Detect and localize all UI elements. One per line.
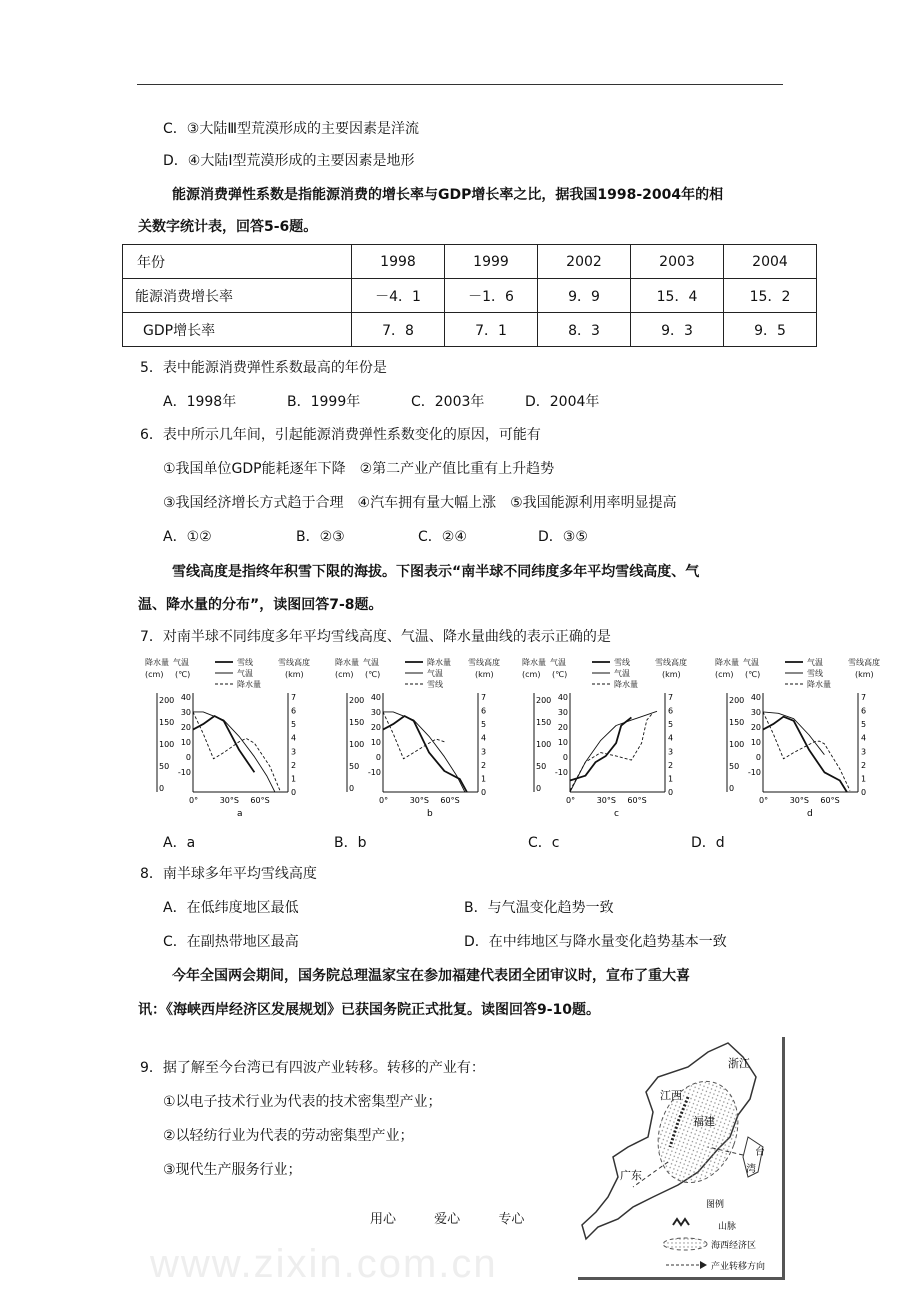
q7-option-c: C．c	[528, 835, 560, 851]
axis-unit-temp: (℃)	[552, 670, 568, 679]
table-header-cell: 2002	[538, 245, 631, 279]
legend-label: 雪线	[427, 680, 443, 689]
km-tick: 4	[861, 733, 867, 743]
km-tick: 7	[861, 693, 867, 702]
temp-tick: 30	[557, 708, 568, 717]
table-header-cell: 1999	[445, 245, 538, 279]
km-tick: 6	[291, 706, 297, 716]
header-rule	[137, 84, 783, 85]
q7-option-d: D．d	[691, 835, 725, 851]
intro-snowline-cont: 温、降水量的分布”，读图回答7-8题。	[138, 597, 383, 613]
intro-snowline: 雪线高度是指终年积雪下限的海拔。下图表示“南半球不同纬度多年平均雪线高度、气	[172, 564, 700, 580]
axis-unit-precip: (cm)	[335, 670, 354, 679]
km-tick: 2	[668, 760, 674, 770]
table-row	[123, 279, 817, 313]
series-line-thick	[383, 716, 467, 792]
temp-tick: 0	[755, 753, 761, 762]
km-tick: 4	[291, 733, 297, 743]
q6-option-c: C．②④	[418, 529, 467, 545]
legend-title: 图例	[706, 1200, 725, 1210]
axis-title-snowline: 雪线高度	[278, 658, 310, 667]
q6-stem: 6．表中所示几年间，引起能源消费弹性系数变化的原因，可能有	[140, 427, 541, 443]
x-tick: 0°	[566, 796, 576, 805]
q6-option-b: B．②③	[296, 529, 345, 545]
series-line-dashed	[570, 714, 652, 791]
precip-tick: 0	[536, 784, 542, 793]
footer-text: 用心	[370, 1212, 397, 1227]
temp-tick: 10	[180, 738, 191, 747]
table-cell: 9．9	[538, 279, 631, 313]
axis-title-snowline: 雪线高度	[468, 658, 500, 667]
footer-text: 爱心	[434, 1212, 461, 1227]
km-tick: 3	[481, 747, 487, 757]
axis-unit-snowline: (km)	[662, 670, 681, 679]
axis-unit-precip: (cm)	[715, 670, 734, 679]
table-cell: 15．2	[724, 279, 817, 313]
legend-label: 降水量	[237, 680, 261, 689]
temp-tick: 40	[180, 693, 191, 702]
q5-option-d: D．2004年	[525, 394, 600, 410]
km-tick: 0	[481, 788, 487, 797]
chart-d	[715, 655, 905, 823]
precip-tick: 200	[729, 696, 745, 705]
axis-unit-temp: (℃)	[175, 670, 191, 679]
km-tick: 3	[291, 747, 297, 757]
precip-tick: 100	[729, 740, 745, 749]
precip-tick: 200	[159, 696, 175, 705]
chart-label: d	[807, 809, 813, 819]
legend-label: 降水量	[614, 680, 638, 689]
province-label: 福建	[693, 1115, 715, 1128]
km-tick: 0	[668, 788, 674, 797]
chart-label: b	[427, 809, 433, 819]
q7-option-a: A．a	[163, 835, 196, 851]
km-tick: 1	[481, 774, 487, 784]
chart-svg	[522, 655, 712, 823]
precip-tick: 200	[349, 696, 365, 705]
q5-option-a: A．1998年	[163, 394, 237, 410]
temp-tick: 10	[750, 738, 761, 747]
q9-stem: 9．据了解至今台湾已有四波产业转移。转移的产业有：	[140, 1060, 485, 1076]
option-d: D．④大陆Ⅰ型荒漠形成的主要因素是地形	[163, 153, 415, 169]
axis-unit-snowline: (km)	[855, 670, 874, 679]
precip-tick: 50	[159, 762, 170, 771]
precip-tick: 150	[729, 718, 745, 727]
temp-tick: -10	[177, 768, 191, 777]
series-line-thin	[383, 712, 465, 792]
province-label: 广东	[620, 1169, 642, 1182]
km-tick: 5	[861, 720, 867, 730]
precip-tick: 150	[536, 718, 552, 727]
series-line-dashed	[193, 712, 280, 791]
map-drawing	[578, 1037, 782, 1277]
temp-tick: -10	[367, 768, 381, 777]
q8-stem: 8．南半球多年平均雪线高度	[140, 866, 317, 882]
precip-tick: 150	[349, 718, 365, 727]
km-tick: 7	[291, 693, 297, 702]
x-tick: 60°S	[820, 796, 840, 805]
temp-tick: 20	[370, 723, 381, 732]
km-tick: 0	[291, 788, 297, 797]
series-line-thin	[763, 712, 824, 755]
axis-unit-temp: (℃)	[745, 670, 761, 679]
temp-tick: 30	[180, 708, 191, 717]
x-tick: 30°S	[409, 796, 429, 805]
axis-title-precip: 降水量	[522, 658, 546, 667]
km-tick: 7	[481, 693, 487, 702]
km-tick: 2	[861, 760, 867, 770]
km-tick: 5	[668, 720, 674, 730]
chart-svg	[715, 655, 905, 823]
chart-b	[335, 655, 525, 823]
haixi-map	[578, 1037, 785, 1280]
temp-tick: -10	[747, 768, 761, 777]
x-tick: 60°S	[627, 796, 647, 805]
table-cell: 8．3	[538, 313, 631, 347]
km-tick: 2	[291, 760, 297, 770]
q8-option-d: D．在中纬地区与降水量变化趋势基本一致	[464, 934, 727, 950]
table-cell: 7．1	[445, 313, 538, 347]
temp-tick: 40	[370, 693, 381, 702]
km-tick: 1	[668, 774, 674, 784]
temp-tick: 0	[185, 753, 191, 762]
precip-tick: 0	[729, 784, 735, 793]
precip-tick: 100	[349, 740, 365, 749]
temp-tick: 20	[180, 723, 191, 732]
table-header-cell: 2003	[631, 245, 724, 279]
table-cell: －4．1	[352, 279, 445, 313]
temp-tick: 40	[750, 693, 761, 702]
km-tick: 6	[861, 706, 867, 716]
temp-tick: 0	[375, 753, 381, 762]
table-cell: －1．6	[445, 279, 538, 313]
q5-option-b: B．1999年	[287, 394, 361, 410]
axis-title-temp: 气温	[550, 658, 566, 667]
x-tick: 30°S	[219, 796, 239, 805]
q9-item-3: ③现代生产服务行业；	[163, 1162, 302, 1178]
series-line-thick	[570, 717, 631, 780]
axis-title-precip: 降水量	[145, 658, 169, 667]
temp-tick: 10	[370, 738, 381, 747]
axis-title-temp: 气温	[743, 658, 759, 667]
km-tick: 4	[668, 733, 674, 743]
legend-label: 降水量	[807, 680, 831, 689]
q5-stem: 5．表中能源消费弹性系数最高的年份是	[140, 360, 387, 376]
series-line-thin	[570, 711, 657, 792]
axis-title-precip: 降水量	[335, 658, 359, 667]
q7-stem: 7．对南半球不同纬度多年平均雪线高度、气温、降水量曲线的表示正确的是	[140, 629, 611, 645]
table-header-cell: 2004	[724, 245, 817, 279]
x-tick: 0°	[379, 796, 389, 805]
precip-tick: 50	[729, 762, 740, 771]
axis-title-snowline: 雪线高度	[655, 658, 687, 667]
table-cell: 15．4	[631, 279, 724, 313]
axis-title-snowline: 雪线高度	[848, 658, 880, 667]
chart-c	[522, 655, 712, 823]
chart-svg	[335, 655, 525, 823]
table-header-row	[123, 245, 817, 279]
legend-label: 产业转移方向	[711, 1262, 766, 1272]
table-header-cell: 年份	[123, 245, 352, 279]
axis-unit-snowline: (km)	[475, 670, 494, 679]
km-tick: 7	[668, 693, 674, 702]
chart-a	[145, 655, 335, 823]
province-label: 浙江	[728, 1057, 750, 1070]
series-line-thick	[763, 717, 847, 792]
q6-option-d: D．③⑤	[538, 529, 588, 545]
table-header-cell: 1998	[352, 245, 445, 279]
km-tick: 3	[668, 747, 674, 757]
table-cell: 7．8	[352, 313, 445, 347]
q6-line1: ①我国单位GDP能耗逐年下降 ②第二产业产值比重有上升趋势	[163, 461, 555, 477]
intro-energy-cont: 关数字统计表，回答5-6题。	[138, 219, 318, 235]
temp-tick: 20	[750, 723, 761, 732]
q6-line2: ③我国经济增长方式趋于合理 ④汽车拥有量大幅上涨 ⑤我国能源利用率明显提高	[163, 495, 677, 511]
q9-item-2: ②以轻纺行业为代表的劳动密集型产业；	[163, 1128, 414, 1144]
q8-option-a: A．在低纬度地区最低	[163, 900, 299, 916]
legend-label: 山脉	[718, 1222, 737, 1232]
zone-legend-icon	[663, 1238, 707, 1250]
precip-tick: 0	[349, 784, 355, 793]
province-label: 台	[755, 1147, 765, 1158]
table-row	[123, 313, 817, 347]
temp-tick: 30	[370, 708, 381, 717]
q7-option-b: B．b	[334, 835, 367, 851]
legend-label: 气温	[427, 669, 443, 678]
legend-label: 雪线	[807, 669, 823, 678]
chart-svg	[145, 655, 335, 823]
legend-label: 海西经济区	[711, 1241, 757, 1251]
legend-label: 雪线	[614, 658, 630, 667]
km-tick: 1	[861, 774, 867, 784]
legend-label: 气温	[807, 658, 823, 667]
km-tick: 0	[861, 788, 867, 797]
precip-tick: 100	[159, 740, 175, 749]
table-cell: 9．5	[724, 313, 817, 347]
precip-tick: 50	[536, 762, 547, 771]
km-tick: 6	[668, 706, 674, 716]
q6-option-a: A．①②	[163, 529, 212, 545]
axis-title-temp: 气温	[173, 658, 189, 667]
x-tick: 60°S	[440, 796, 460, 805]
q5-option-c: C．2003年	[411, 394, 485, 410]
km-tick: 6	[481, 706, 487, 716]
series-line-thin	[193, 712, 275, 792]
axis-title-temp: 气温	[363, 658, 379, 667]
x-tick: 30°S	[596, 796, 616, 805]
axis-unit-temp: (℃)	[365, 670, 381, 679]
intro-energy: 能源消费弹性系数是指能源消费的增长率与GDP增长率之比，据我国1998-2004年的相	[172, 187, 724, 203]
page-footer	[370, 1208, 558, 1227]
km-tick: 4	[481, 733, 487, 743]
table-cell: 能源消费增长率	[123, 279, 352, 313]
series-line-dashed	[383, 712, 444, 759]
q8-option-b: B．与气温变化趋势一致	[464, 900, 614, 916]
option-c: C．③大陆Ⅲ型荒漠形成的主要因素是洋流	[163, 121, 419, 137]
province-label: 湾	[746, 1164, 756, 1175]
table-cell: GDP增长率	[123, 313, 352, 347]
axis-unit-snowline: (km)	[285, 670, 304, 679]
intro-haixi: 今年全国两会期间，国务院总理温家宝在参加福建代表团全团审议时，宣布了重大喜	[172, 968, 690, 984]
table-cell: 9．3	[631, 313, 724, 347]
legend-label: 降水量	[427, 658, 451, 667]
km-tick: 3	[861, 747, 867, 757]
intro-haixi-cont: 讯：《海峡西岸经济区发展规划》已获国务院正式批复。读图回答9-10题。	[138, 1002, 601, 1018]
legend-label: 雪线	[237, 658, 253, 667]
km-tick: 5	[481, 720, 487, 730]
temp-tick: 20	[557, 723, 568, 732]
precip-tick: 150	[159, 718, 175, 727]
km-tick: 2	[481, 760, 487, 770]
km-tick: 1	[291, 774, 297, 784]
chart-label: a	[237, 809, 243, 819]
temp-tick: 30	[750, 708, 761, 717]
legend-label: 气温	[614, 669, 630, 678]
x-tick: 0°	[759, 796, 769, 805]
precip-tick: 50	[349, 762, 360, 771]
axis-title-precip: 降水量	[715, 658, 739, 667]
precip-tick: 200	[536, 696, 552, 705]
q9-item-1: ①以电子技术行业为代表的技术密集型产业；	[163, 1094, 442, 1110]
watermark: www.zixin.com.cn	[150, 1242, 498, 1286]
footer-text: 专心	[498, 1212, 525, 1227]
temp-tick: -10	[554, 768, 568, 777]
precip-tick: 100	[536, 740, 552, 749]
x-tick: 30°S	[789, 796, 809, 805]
statistics-table	[122, 244, 817, 347]
axis-unit-precip: (cm)	[145, 670, 164, 679]
legend-label: 气温	[237, 669, 253, 678]
precip-tick: 0	[159, 784, 165, 793]
chart-label: c	[614, 809, 619, 819]
x-tick: 0°	[189, 796, 199, 805]
temp-tick: 40	[557, 693, 568, 702]
province-label: 江西	[660, 1089, 682, 1102]
q8-option-c: C．在副热带地区最高	[163, 934, 299, 950]
axis-unit-precip: (cm)	[522, 670, 541, 679]
x-tick: 60°S	[250, 796, 270, 805]
mountain-legend-icon	[673, 1219, 689, 1225]
temp-tick: 10	[557, 738, 568, 747]
km-tick: 5	[291, 720, 297, 730]
temp-tick: 0	[562, 753, 568, 762]
arrowhead-icon	[700, 1261, 707, 1269]
